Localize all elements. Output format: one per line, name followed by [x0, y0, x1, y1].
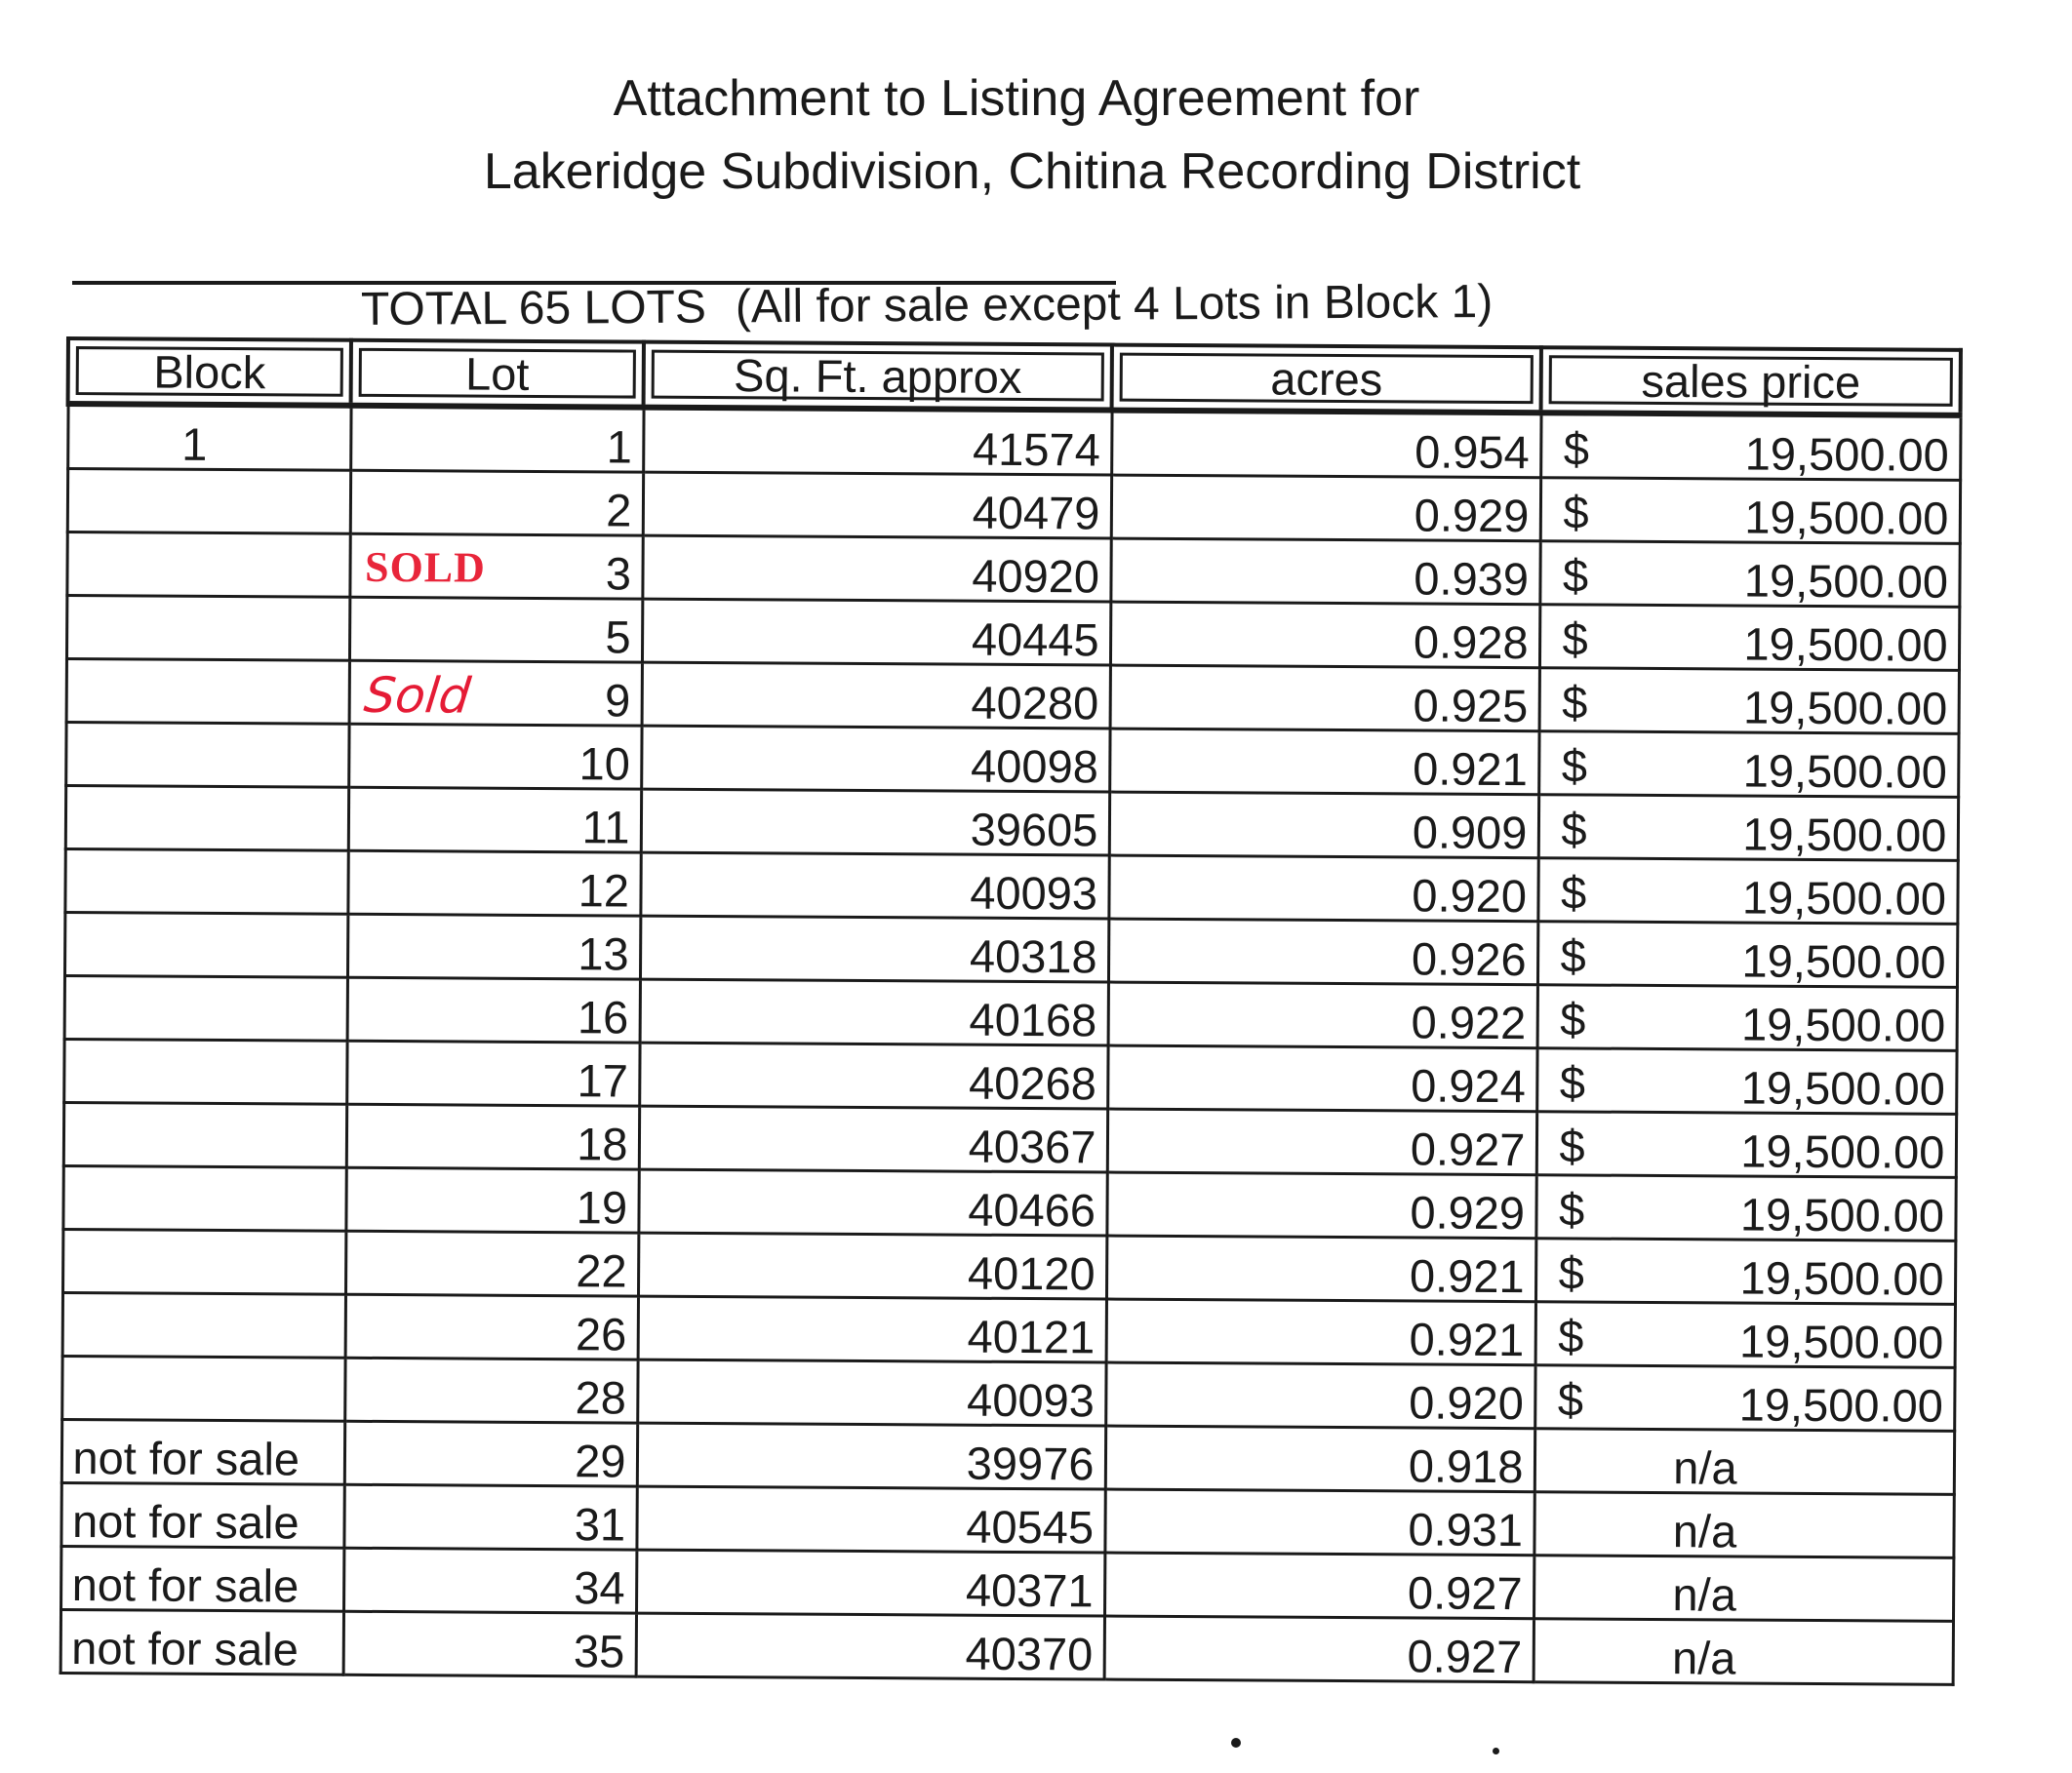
lot-number: 29 [575, 1434, 626, 1487]
lot-number: 34 [574, 1560, 625, 1614]
currency-symbol: $ [1558, 1183, 1585, 1236]
table-row [64, 976, 1957, 1051]
cell-acres: 0.939 [1110, 538, 1539, 605]
currency-symbol: $ [1557, 1373, 1584, 1426]
table-row [65, 723, 1958, 798]
lot-number: 5 [605, 611, 631, 663]
price-not-available: n/a [1673, 1440, 1737, 1494]
lot-number: 28 [575, 1370, 627, 1424]
currency-symbol: $ [1560, 993, 1586, 1045]
sold-mark: Sold [361, 666, 473, 725]
table-row [63, 1039, 1956, 1114]
cell-acres: 0.920 [1105, 1362, 1534, 1429]
cell-lot [349, 597, 642, 662]
cell-block [65, 723, 348, 788]
lot-number: 1 [606, 420, 632, 473]
cell-sqft: 40093 [640, 852, 1108, 919]
price-not-available: n/a [1672, 1567, 1736, 1621]
cell-sales-price [1537, 985, 1957, 1051]
cell-sqft: 40318 [640, 916, 1108, 982]
lot-number: 19 [576, 1180, 628, 1234]
currency-symbol: $ [1562, 549, 1589, 602]
table-row [67, 404, 1960, 480]
cell-sales-price [1536, 1048, 1956, 1115]
cell-block [62, 1292, 345, 1358]
cell-sales-price [1538, 731, 1958, 798]
cell-lot [347, 850, 640, 916]
currency-symbol: $ [1558, 1246, 1584, 1299]
price-value: 19,500.00 [1741, 934, 1946, 988]
cell-sales-price [1538, 795, 1958, 861]
cell-sqft: 40121 [638, 1296, 1106, 1362]
currency-symbol: $ [1560, 929, 1586, 982]
cell-block [64, 849, 347, 915]
cell-sales-price [1534, 1492, 1953, 1558]
cell-block [66, 532, 349, 598]
scan-speck [1493, 1748, 1499, 1754]
cell-sales-price [1534, 1429, 1954, 1495]
cell-sales-price [1537, 922, 1957, 988]
table-row [62, 1229, 1955, 1304]
cell-lot [343, 1548, 636, 1613]
table-row [60, 1546, 1953, 1621]
lots-summary [360, 275, 1494, 335]
cell-sqft: 40120 [638, 1233, 1106, 1299]
currency-symbol: $ [1562, 676, 1588, 729]
cell-lot [349, 533, 642, 599]
currency-symbol: $ [1558, 1310, 1584, 1362]
cell-acres: 0.921 [1106, 1236, 1535, 1302]
header-sqft: Sq. Ft. approx [644, 342, 1112, 411]
table-row [66, 596, 1959, 671]
cell-block: 1 [67, 404, 350, 470]
cell-acres: 0.924 [1107, 1045, 1536, 1112]
cell-sales-price [1537, 858, 1957, 925]
table-row [66, 659, 1959, 734]
cell-block [64, 913, 347, 978]
cell-lot [345, 1294, 638, 1359]
currency-symbol: $ [1563, 486, 1589, 538]
price-value: 19,500.00 [1742, 808, 1947, 861]
cell-lot [343, 1611, 636, 1676]
lot-number: 26 [575, 1307, 627, 1360]
cell-sales-price [1536, 1112, 1956, 1178]
cell-sales-price [1540, 478, 1960, 544]
table-row [62, 1165, 1955, 1241]
table-row [65, 786, 1958, 861]
cell-sales-price [1534, 1619, 1953, 1685]
cell-acres: 0.928 [1110, 602, 1539, 668]
cell-block [62, 1165, 345, 1231]
cell-block: not for sale [61, 1419, 344, 1484]
lot-number: 10 [578, 736, 630, 790]
cell-block [63, 1039, 346, 1104]
price-value: 19,500.00 [1740, 998, 1946, 1051]
table-row [66, 532, 1959, 608]
cell-block [67, 469, 350, 534]
table-row [60, 1482, 1953, 1557]
lot-number: 35 [573, 1624, 625, 1677]
table-row [61, 1356, 1954, 1431]
header-sales-price: sales price [1541, 347, 1961, 415]
table-row [62, 1292, 1955, 1367]
cell-sqft: 40280 [642, 662, 1110, 729]
lot-number: 11 [581, 800, 630, 853]
cell-lot [347, 977, 640, 1043]
cell-sqft: 40370 [636, 1613, 1104, 1679]
currency-symbol: $ [1563, 422, 1590, 475]
cell-acres: 0.921 [1109, 729, 1538, 795]
lot-number: 3 [605, 547, 632, 600]
cell-lot [349, 660, 642, 726]
cell-sales-price [1535, 1175, 1955, 1241]
table-row [60, 1609, 1953, 1684]
price-value: 19,500.00 [1743, 554, 1949, 608]
table-row [64, 849, 1957, 925]
cell-lot [345, 1167, 638, 1233]
cell-lot [347, 914, 640, 979]
cell-sales-price [1539, 668, 1959, 734]
cell-lot [350, 406, 643, 472]
table-row [63, 1102, 1956, 1177]
cell-sqft: 40367 [639, 1106, 1107, 1172]
cell-sqft: 39976 [637, 1423, 1105, 1489]
cell-block: not for sale [60, 1482, 343, 1548]
cell-sales-price [1535, 1302, 1955, 1368]
cell-lot [343, 1484, 636, 1550]
lot-number: 2 [606, 484, 632, 536]
cell-acres: 0.920 [1108, 855, 1537, 922]
table-row [61, 1419, 1954, 1494]
cell-lot [348, 787, 641, 852]
price-value: 19,500.00 [1739, 1251, 1944, 1305]
cell-lot [344, 1358, 637, 1423]
cell-sqft: 40466 [638, 1169, 1106, 1236]
cell-sqft: 40920 [642, 535, 1110, 602]
price-value: 19,500.00 [1744, 427, 1949, 481]
header-block: Block [68, 338, 351, 406]
cell-acres: 0.926 [1108, 919, 1537, 985]
table-header-row [68, 338, 1961, 415]
cell-sqft: 40545 [636, 1486, 1104, 1553]
cell-block: not for sale [60, 1546, 343, 1611]
table-row [64, 913, 1957, 988]
cell-sales-price [1534, 1365, 1954, 1432]
cell-block [65, 786, 348, 851]
cell-acres: 0.929 [1106, 1172, 1535, 1239]
cell-block: not for sale [60, 1609, 343, 1674]
table-body [60, 404, 1961, 1684]
price-value: 19,500.00 [1741, 871, 1947, 925]
price-value: 19,500.00 [1740, 1124, 1945, 1178]
sold-mark: SOLD [364, 542, 487, 592]
document-title-line1: Attachment to Listing Agreement for [613, 70, 1420, 127]
lot-number: 9 [604, 674, 631, 727]
cell-sales-price [1535, 1239, 1955, 1305]
scan-speck [1231, 1738, 1241, 1748]
lots-table [59, 336, 1963, 1686]
cell-acres: 0.929 [1111, 475, 1540, 541]
summary-label: TOTAL 65 LOTS [360, 281, 707, 335]
cell-acres: 0.954 [1111, 411, 1540, 478]
cell-lot [350, 470, 643, 535]
cell-sqft: 40479 [643, 472, 1111, 538]
price-value: 19,500.00 [1743, 617, 1948, 671]
cell-sqft: 40093 [637, 1359, 1105, 1426]
cell-sqft: 40098 [641, 726, 1109, 792]
lot-number: 17 [577, 1053, 629, 1107]
cell-block [62, 1229, 345, 1294]
cell-sqft: 40445 [642, 599, 1110, 665]
cell-lot [348, 724, 641, 789]
cell-sqft: 41574 [643, 408, 1111, 475]
cell-lot [344, 1421, 637, 1486]
price-value: 19,500.00 [1738, 1378, 1944, 1432]
currency-symbol: $ [1561, 739, 1588, 792]
cell-acres: 0.922 [1108, 982, 1537, 1048]
price-value: 19,500.00 [1742, 744, 1947, 798]
lot-number: 18 [577, 1117, 628, 1170]
cell-acres: 0.918 [1105, 1426, 1534, 1492]
lot-number: 22 [576, 1243, 627, 1297]
cell-sqft: 40268 [639, 1043, 1107, 1109]
cell-lot [345, 1231, 638, 1296]
cell-lot [346, 1041, 639, 1106]
currency-symbol: $ [1560, 866, 1587, 919]
cell-sales-price [1539, 605, 1959, 671]
price-value: 19,500.00 [1740, 1061, 1945, 1115]
header-lot: Lot [351, 340, 644, 408]
lot-number: 16 [577, 990, 629, 1044]
currency-symbol: $ [1559, 1120, 1585, 1172]
cell-acres: 0.927 [1104, 1553, 1534, 1619]
cell-sqft: 40168 [640, 979, 1108, 1045]
currency-symbol: $ [1559, 1056, 1586, 1109]
cell-lot [346, 1104, 639, 1169]
cell-block [66, 596, 349, 661]
price-value: 19,500.00 [1742, 681, 1948, 734]
price-not-available: n/a [1671, 1631, 1736, 1684]
cell-block [66, 659, 349, 725]
cell-acres: 0.927 [1107, 1109, 1536, 1175]
currency-symbol: $ [1561, 803, 1587, 855]
cell-acres: 0.925 [1110, 665, 1539, 731]
lots-table-wrapper [59, 336, 1959, 1686]
cell-acres: 0.927 [1104, 1616, 1534, 1682]
price-value: 19,500.00 [1739, 1188, 1945, 1241]
table-row [67, 469, 1960, 544]
cell-sales-price [1534, 1556, 1953, 1622]
cell-acres: 0.921 [1106, 1299, 1535, 1365]
currency-symbol: $ [1562, 612, 1588, 665]
lot-number: 12 [578, 863, 630, 917]
price-value: 19,500.00 [1738, 1315, 1944, 1368]
lot-number: 31 [574, 1497, 626, 1551]
cell-block [64, 976, 347, 1042]
cell-acres: 0.909 [1109, 792, 1538, 858]
lot-number: 13 [578, 926, 629, 980]
document-title-line2: Lakeridge Subdivision, Chitina Recording District [483, 143, 1581, 200]
header-acres: acres [1112, 345, 1541, 414]
cell-block [61, 1356, 344, 1421]
cell-sales-price [1540, 413, 1960, 480]
price-value: 19,500.00 [1744, 491, 1949, 544]
cell-block [63, 1102, 346, 1167]
summary-note: (All for sale except 4 Lots in Block 1) [735, 275, 1494, 334]
price-not-available: n/a [1672, 1504, 1737, 1557]
cell-sales-price [1539, 541, 1959, 608]
cell-sqft: 40371 [636, 1550, 1104, 1616]
cell-acres: 0.931 [1104, 1489, 1534, 1556]
cell-sqft: 39605 [641, 789, 1109, 855]
